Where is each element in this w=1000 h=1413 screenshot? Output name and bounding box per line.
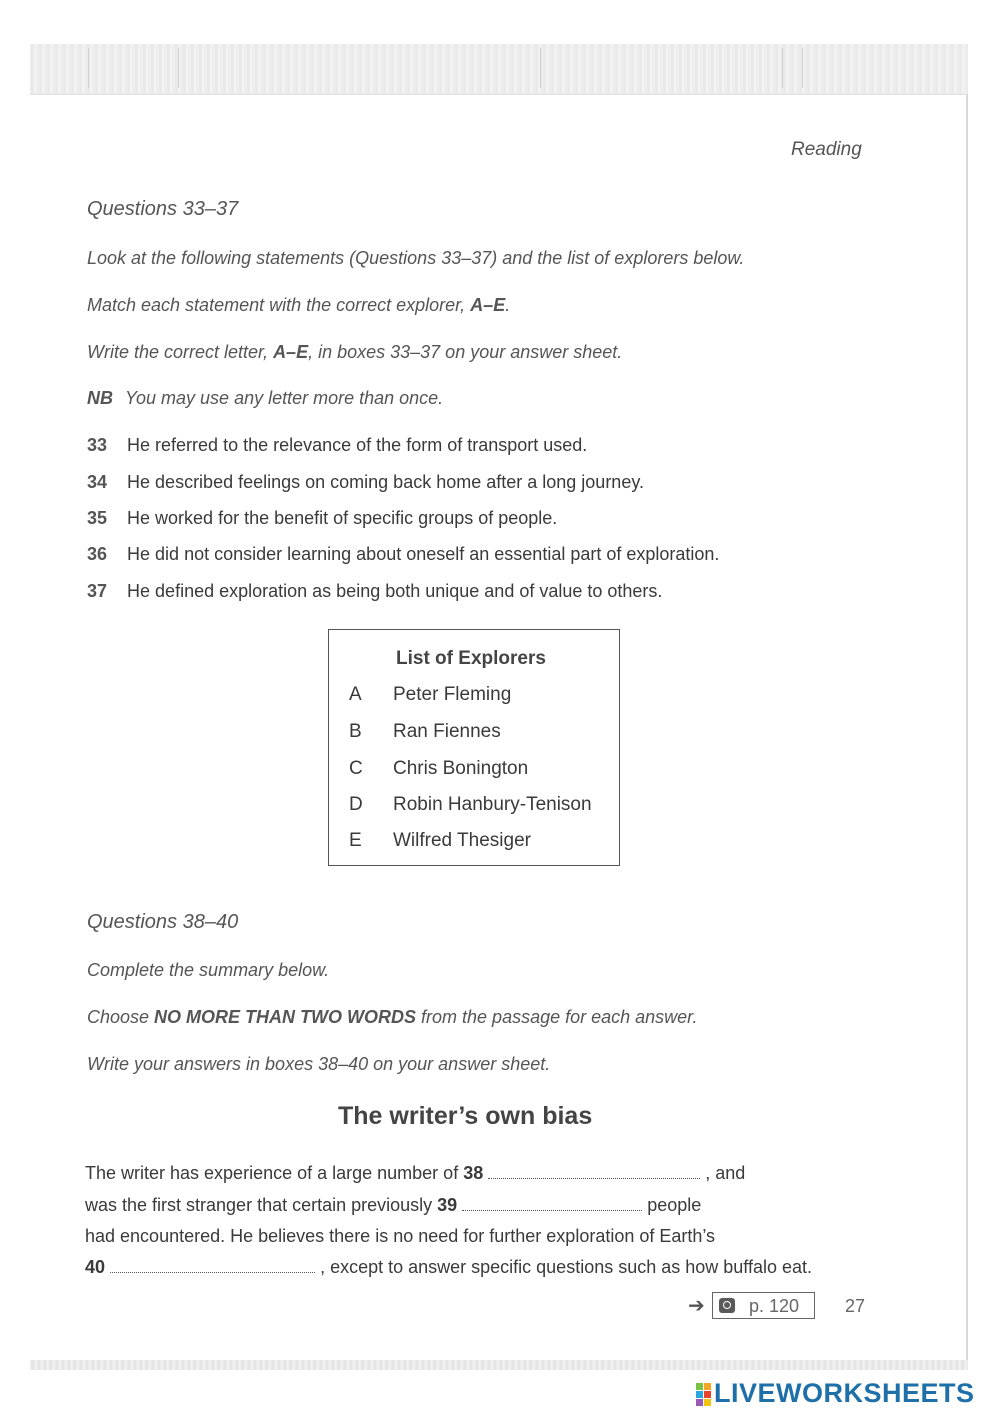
summary-line-1: The writer has experience of a large number of 38 , and	[85, 1163, 746, 1183]
gap-38-blank[interactable]	[488, 1166, 700, 1179]
explorer-letter-a: A	[349, 684, 362, 705]
explorer-name-b: Ran Fiennes	[393, 721, 501, 742]
watermark-text: LIVEWORKSHEETS	[714, 1378, 975, 1408]
summary-line-3: had encountered. He believes there is no need for further exploration of Earth’s	[85, 1226, 716, 1246]
section-label: Reading	[791, 139, 862, 160]
explorer-letter-b: B	[349, 721, 362, 742]
scan-footer-band	[30, 1360, 968, 1370]
gap-40-blank[interactable]	[110, 1260, 315, 1273]
instruction-look: Look at the following statements (Questions 33–37) and the list of explorers below.	[87, 248, 745, 268]
summary-title: The writer’s own bias	[338, 1102, 593, 1130]
statement-33: 33 He referred to the relevance of the form of transport used.	[87, 435, 588, 455]
summary-line-4: 40 , except to answer specific questions such as how buffalo eat.	[85, 1257, 813, 1277]
questions-38-40-heading: Questions 38–40	[87, 911, 239, 933]
page-number: 27	[845, 1296, 866, 1316]
instruction-complete: Complete the summary below.	[87, 960, 330, 980]
instruction-choose: Choose NO MORE THAN TWO WORDS from the passage for each answer.	[87, 1007, 698, 1027]
magnifier-icon	[719, 1298, 735, 1313]
questions-33-37-heading: Questions 33–37	[87, 198, 239, 220]
statement-37: 37 He defined exploration as being both unique and of value to others.	[87, 581, 663, 601]
gap-38-number: 38	[463, 1163, 484, 1183]
statement-36: 36 He did not consider learning about oneself an essential part of exploration.	[87, 544, 720, 564]
gap-39-blank[interactable]	[462, 1198, 642, 1211]
explorer-name-e: Wilfred Thesiger	[393, 830, 531, 851]
instruction-write: Write the correct letter, A–E, in boxes 33–37 on your answer sheet.	[87, 342, 623, 362]
explorer-letter-e: E	[349, 830, 362, 851]
page-reference: p. 120	[712, 1292, 815, 1319]
nb-note: NB You may use any letter more than once.	[87, 388, 444, 408]
explorer-list-box	[328, 629, 620, 866]
explorer-list-title: List of Explorers	[396, 648, 546, 669]
statement-35: 35 He worked for the benefit of specific groups of people.	[87, 508, 558, 528]
explorer-name-a: Peter Fleming	[393, 684, 512, 705]
scan-header-band	[30, 44, 968, 95]
explorer-name-d: Robin Hanbury-Tenison	[393, 794, 592, 815]
gap-40-number: 40	[85, 1257, 106, 1277]
gap-39-number: 39	[437, 1195, 458, 1215]
instruction-write-answers: Write your answers in boxes 38–40 on your answer sheet.	[87, 1054, 551, 1074]
page-edge	[966, 94, 968, 1369]
summary-line-2: was the first stranger that certain previously 39 people	[85, 1195, 702, 1215]
instruction-match: Match each statement with the correct explorer, A–E.	[87, 295, 511, 315]
explorer-letter-c: C	[349, 758, 363, 779]
explorer-name-c: Chris Bonington	[393, 758, 529, 779]
arrow-icon: ➔	[688, 1295, 705, 1317]
statement-34: 34 He described feelings on coming back home after a long journey.	[87, 472, 644, 492]
explorer-letter-d: D	[349, 794, 363, 815]
